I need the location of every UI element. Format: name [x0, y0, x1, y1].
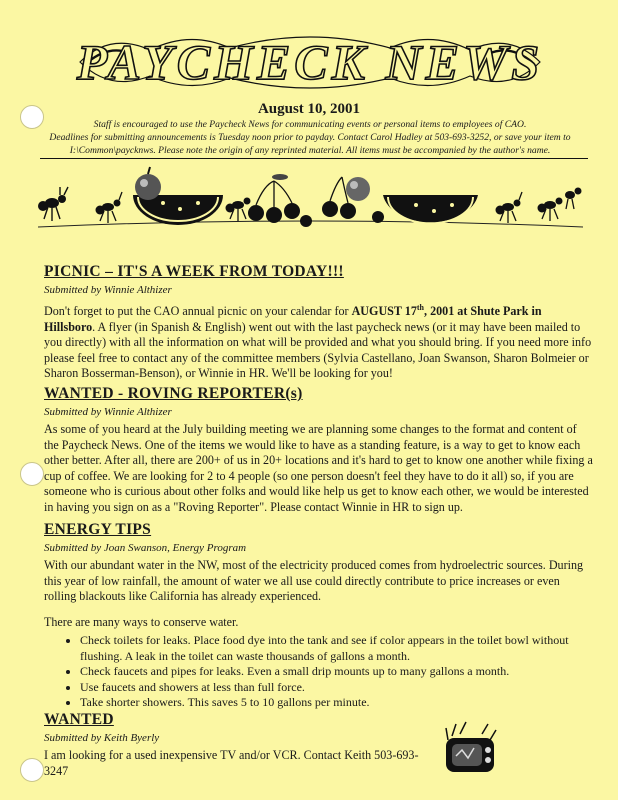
- article-byline: Submitted by Joan Swanson, Energy Program: [44, 542, 247, 554]
- article-body: Don't forget to put the CAO annual picnic on your calendar for AUGUST 17th, 2001 at Shute Park in Hillsboro. A flyer (in Spanish & English) went out with the last paycheck news (or it may have been mailed to you directly) with all the information on what will be provided and what you should bring. If you need more info please feel free to contact any of the committee members (Sylvia Castellano, Joan Swanson, Sharon Bolmeier or Sharon Bosserman-Benson), or Winnie in HR. We'll be looking for you!: [44, 303, 592, 381]
- cherries-icon: [248, 174, 300, 223]
- binder-hole-middle: [20, 462, 44, 486]
- issue-note-1: Staff is encouraged to use the Paycheck News for communicating events or personal items to employees of CAO.: [93, 119, 527, 130]
- apple-icon: [346, 177, 370, 201]
- article-picnic: [44, 263, 594, 382]
- issue-note-3: I:\Common\paycknws. Please note the origin of any reprinted material. All items must be accompanied by the author's name.: [69, 145, 551, 156]
- apple-icon: [135, 167, 161, 200]
- picnic-banner-illustration: [38, 165, 583, 245]
- article-heading: ENERGY TIPS: [44, 521, 152, 538]
- issue-date: August 10, 2001: [257, 101, 361, 117]
- list-item: • Check faucets and pipes for leaks. Even a small drip mounts up to many gallons a month.: [80, 664, 594, 679]
- article-heading: PICNIC – IT'S A WEEK FROM TODAY!!!: [44, 263, 344, 280]
- masthead-logo: [70, 22, 550, 102]
- masthead-title: PAYCHECK NEWS: [76, 34, 544, 90]
- article-byline: Submitted by Winnie Althizer: [44, 284, 172, 296]
- ant-icon: [538, 198, 563, 222]
- article-heading: WANTED - ROVING REPORTER(s): [44, 385, 303, 402]
- ant-icon: [565, 188, 582, 210]
- list-item: • Check toilets for leaks. Place food dye into the tank and see if color appears in the toilet bowl without flushing. A leak in the toilet can waste thousands of gallons a month.: [80, 633, 594, 664]
- list-item: • Use faucets and showers at less than full force.: [80, 680, 594, 695]
- article-byline: Submitted by Keith Byerly: [44, 732, 160, 744]
- television-icon: [442, 720, 498, 776]
- article-roving-reporter: [44, 385, 594, 516]
- watermelon-slice-icon: [383, 195, 478, 223]
- ant-icon: [96, 192, 123, 223]
- article-body: With our abundant water in the NW, most of the electricity produced comes from hydroelectric sources. During this year of low rainfall, the amount of water we all use could directly contribute to price increases or even rolling blackouts like California has already experienced.: [44, 558, 584, 604]
- tips-intro: There are many ways to conserve water.: [44, 614, 239, 629]
- ant-icon: [38, 187, 68, 221]
- list-item: • Take shorter showers. This saves 5 to 10 gallons per minute.: [80, 695, 594, 710]
- binder-hole-bottom: [20, 758, 44, 782]
- ant-icon: [226, 198, 251, 222]
- header-rule: [40, 158, 588, 159]
- article-byline: Submitted by Winnie Althizer: [44, 406, 172, 418]
- article-wanted: [44, 711, 434, 779]
- article-body: As some of you heard at the July building meeting we are planning some changes to the format and content of the Paycheck News. One of the items we would like to have as a standing feature, is a way to get to know each other better. After all, there are 200+ of us in 20+ locations and it's hard to get to know one another while fixing a cup of coffee. We are looking for 2 to 4 people (so one person doesn't feel they have to do it all) so, if you are someone who is curious about other folks and would like help us get to know each other, we would be interested in having you sign on as a "Roving Reporter". Please contact Winnie in HR to sign up.: [44, 422, 593, 514]
- tips-list: [44, 633, 594, 710]
- article-heading: WANTED: [44, 711, 114, 728]
- article-energy-tips: [44, 521, 594, 710]
- issue-note-2: Deadlines for submitting announcements is Tuesday noon prior to payday. Contact Carol Hadley at 503-693-3252, or save your item to: [49, 132, 571, 143]
- article-body: I am looking for a used inexpensive TV and/or VCR. Contact Keith 503-693-3247: [44, 748, 419, 778]
- ant-icon: [496, 192, 523, 223]
